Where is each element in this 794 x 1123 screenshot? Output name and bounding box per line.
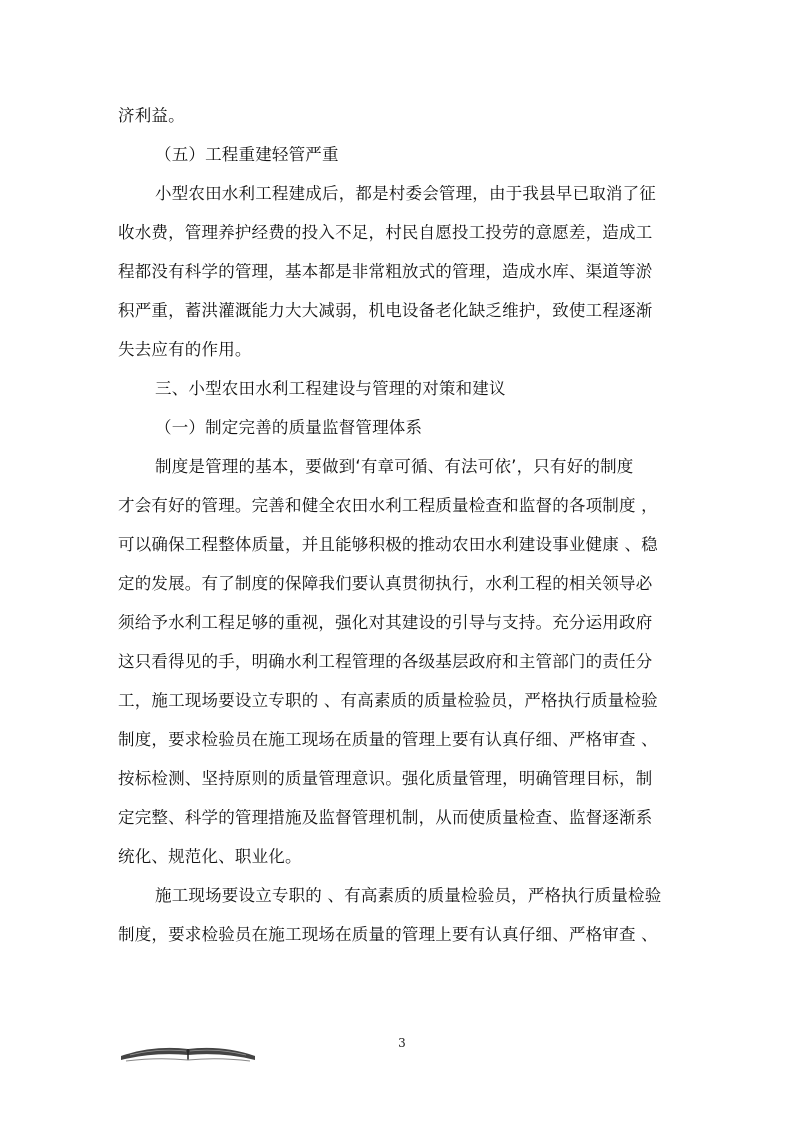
text-line: 定的发展。有了制度的保障我们要认真贯彻执行，水利工程的相关领导必 — [118, 574, 653, 593]
section-heading: （五）工程重建轻管严重 — [155, 145, 339, 164]
text-line: 才会有好的管理。完善和健全农田水利工程质量检查和监督的各项制度 ， — [118, 496, 658, 515]
text-line: 收水费，管理养护经费的投入不足，村民自愿投工投劳的意愿差，造成工 — [118, 223, 653, 242]
text-line: 施工现场要设立专职的 、有高素质的质量检验员，严格执行质量检验 — [155, 886, 662, 905]
body-text — [118, 96, 676, 954]
section-heading: （一）制定完善的质量监督管理体系 — [155, 418, 423, 437]
text-line: 统化、规范化、职业化。 — [118, 847, 302, 866]
open-book-icon — [118, 1030, 258, 1064]
text-line: 这只看得见的手，明确水利工程管理的各级基层政府和主管部门的责任分 — [118, 652, 653, 671]
text-line: 可以确保工程整体质量，并且能够积极的推动农田水利建设事业健康 、稳 — [118, 535, 658, 554]
text-line: 工，施工现场要设立专职的 、有高素质的质量检验员，严格执行质量检验 — [118, 691, 658, 710]
chapter-heading: 三、小型农田水利工程建设与管理的对策和建议 — [155, 379, 506, 398]
text-line: 失去应有的作用。 — [118, 340, 252, 359]
text-line: 须给予水利工程足够的重视，强化对其建设的引导与支持。充分运用政府 — [118, 613, 653, 632]
text-line: 制度是管理的基本，要做到‘有章可循、有法可依’，只有好的制度 — [155, 457, 634, 476]
text-line: 按标检测、坚持原则的质量管理意识。强化质量管理，明确管理目标，制 — [118, 769, 653, 788]
text-line: 制度，要求检验员在施工现场在质量的管理上要有认真仔细、严格审查 、 — [118, 730, 658, 749]
text-line: 制度，要求检验员在施工现场在质量的管理上要有认真仔细、严格审查 、 — [118, 925, 658, 944]
text-line: 定完整、科学的管理措施及监督管理机制，从而使质量检查、监督逐渐系 — [118, 808, 653, 827]
text-line: 程都没有科学的管理，基本都是非常粗放式的管理，造成水库、渠道等淤 — [118, 262, 653, 281]
text-line: 小型农田水利工程建成后，都是村委会管理，由于我县早已取消了征 — [155, 184, 656, 203]
page-number: 3 — [398, 1036, 406, 1050]
text-line: 积严重，蓄洪灌溉能力大大减弱，机电设备老化缺乏维护，致使工程逐渐 — [118, 301, 653, 320]
text-line: 济利益。 — [118, 106, 185, 125]
